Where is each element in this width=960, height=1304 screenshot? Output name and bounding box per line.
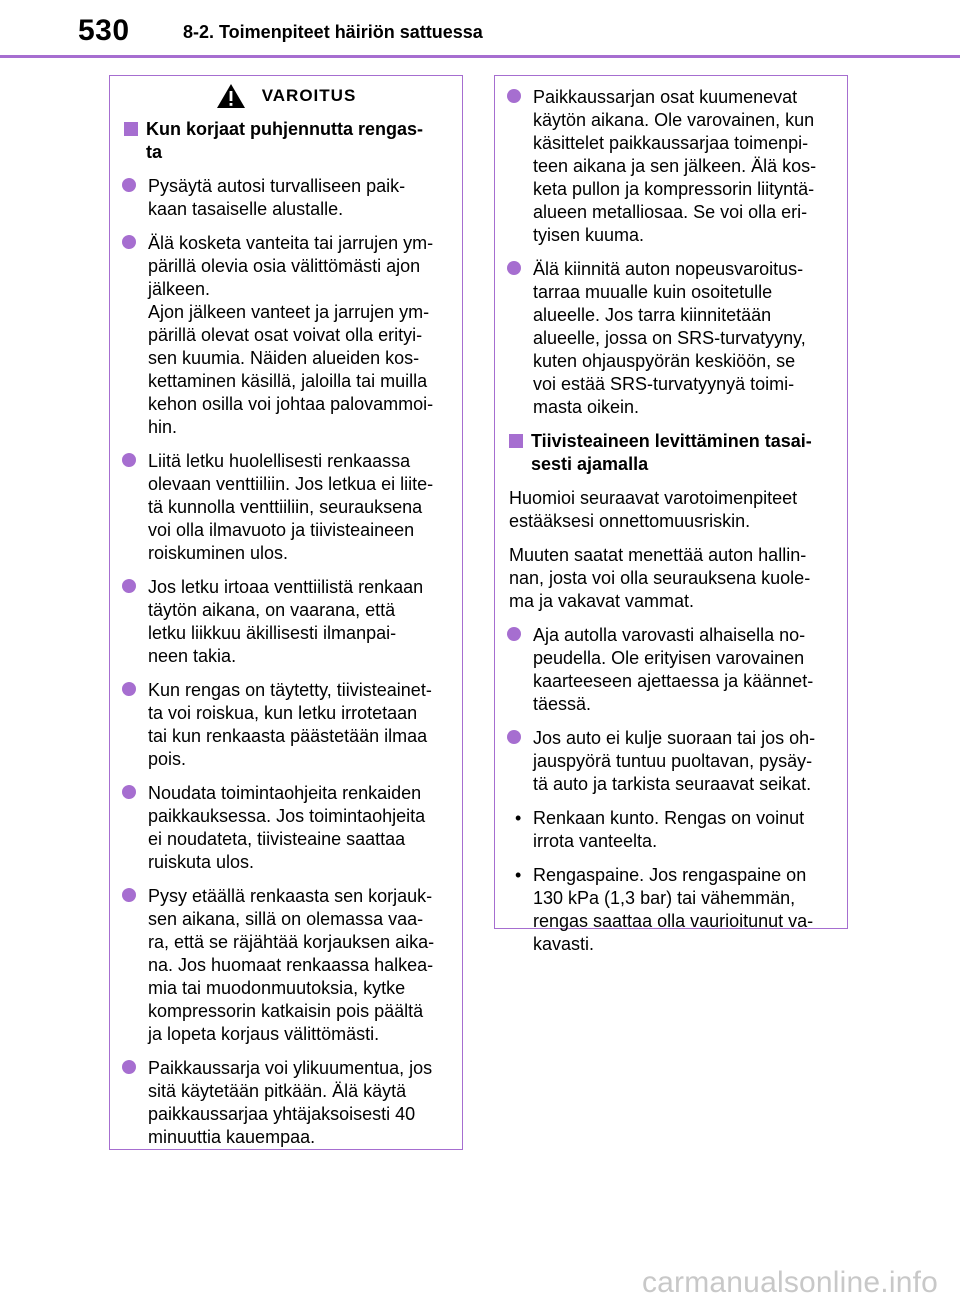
bullet-item [124, 450, 452, 565]
dash-text: Rengaspaine. Jos rengaspaine on 130 kPa (1,3 bar) tai vähemmän, rengas saattaa olla vaurioitunut va- kavasti. [533, 865, 814, 954]
bullet-item [124, 782, 452, 874]
bullet-item [124, 885, 452, 1046]
bullet-text: Pysäytä autosi turvalliseen paik- kaan tasaiselle alustalle. [148, 176, 406, 219]
square-bullet-icon [124, 122, 138, 136]
bullet-dot-icon [122, 682, 136, 696]
bullet-text: Jos letku irtoaa venttiilistä renkaan täytön aikana, on vaarana, että letku liikkuu äkillisesti ilmanpai- neen takia. [148, 577, 424, 666]
bullet-dot-icon [122, 888, 136, 902]
section-heading [509, 430, 837, 476]
bullet-dot-icon [122, 235, 136, 249]
body-paragraph: Huomioi seuraavat varotoimenpiteet estääksesi onnettomuusriskin. [509, 488, 798, 531]
dash-item [509, 807, 837, 853]
dash-bullet-icon: • [515, 865, 522, 885]
bullet-text: Paikkaussarjan osat kuumenevat käytön aikana. Ole varovainen, kun käsittelet paikkaussarjaa toimenpi- teen aikana ja sen jälkeen. Älä kos- keta pullon ja kompressorin liityntä- alueen metalliosaa. Se voi olla eri- tyisen kuuma. [533, 87, 817, 245]
bullet-text: Älä kosketa vanteita tai jarrujen ym- pärillä olevia osia välittömästi ajon jälkeen. Ajon jälkeen vanteet ja jarrujen ym- pärillä olevat osat voivat olla erityi- sen kuumia. Näiden alueiden kos- kettaminen käsillä, jaloilla tai muilla kehon osilla voi johtaa palovammoi- hin. [148, 233, 434, 437]
header-rule [0, 55, 960, 58]
heading-text: Kun korjaat puhjennutta rengas- ta [146, 119, 424, 162]
bullet-text: Jos auto ei kulje suoraan tai jos oh- jauspyörä tuntuu puoltavan, pysäy- tä auto ja tarkista seuraavat seikat. [533, 728, 816, 794]
page-number: 530 [78, 14, 130, 47]
warning-label: VAROITUS [261, 86, 357, 105]
bullet-item [509, 86, 837, 247]
bullet-text: Älä kiinnitä auton nopeusvaroitus- tarraa muualle kuin osoitetulle alueelle. Jos tarra kiinnitetään alueelle, jossa on SRS-turvatyyny, kuten ohjauspyörän keskiöön, se voi estää SRS-turvatyynyä toimi- masta oikein. [533, 259, 806, 417]
bullet-dot-icon [507, 730, 521, 744]
bullet-item [509, 727, 837, 796]
bullet-item [124, 1057, 452, 1149]
bullet-item [124, 679, 452, 771]
bullet-item [509, 258, 837, 419]
bullet-dot-icon [507, 89, 521, 103]
warning-triangle-icon [216, 83, 246, 109]
dash-text: Renkaan kunto. Rengas on voinut irrota vanteelta. [533, 808, 805, 851]
bullet-dot-icon [507, 627, 521, 641]
bullet-item [509, 624, 837, 716]
page-header [0, 0, 960, 60]
bullet-dot-icon [122, 1060, 136, 1074]
bullet-dot-icon [122, 785, 136, 799]
warning-header [110, 76, 462, 114]
section-title: 8-2. Toimenpiteet häiriön sattuessa [183, 22, 483, 42]
dash-bullet-icon: • [515, 808, 522, 828]
square-bullet-icon [509, 434, 523, 448]
body-paragraph: Muuten saatat menettää auton hallin- nan, josta voi olla seurauksena kuole- ma ja vakavat vammat. [509, 545, 811, 611]
bullet-dot-icon [122, 579, 136, 593]
warning-box-continued [494, 75, 848, 954]
dash-item [509, 864, 837, 956]
bullet-text: Aja autolla varovasti alhaisella no- peudella. Ole erityisen varovainen kaarteeseen ajettaessa ja käännet- täessä. [533, 625, 814, 714]
heading-text: Tiivisteaineen levittäminen tasai- sesti ajamalla [531, 431, 812, 474]
bullet-item [124, 175, 452, 221]
bullet-text: Noudata toimintaohjeita renkaiden paikkauksessa. Jos toimintaohjeita ei noudateta, tiivisteaine saattaa ruiskuta ulos. [148, 783, 426, 872]
watermark: carmanualsonline.info [641, 1266, 938, 1299]
bullet-dot-icon [122, 453, 136, 467]
warning-box [109, 75, 463, 1150]
bullet-dot-icon [122, 178, 136, 192]
bullet-item [124, 576, 452, 668]
bullet-text: Paikkaussarja voi ylikuumentua, jos sitä käytetään pitkään. Älä käytä paikkaussarjaa yhtäjaksoisesti 40 minuuttia kauempaa. [148, 1058, 433, 1147]
section-heading [124, 118, 452, 164]
bullet-text: Pysy etäällä renkaasta sen korjauk- sen aikana, sillä on olemassa vaa- ra, että se räjähtää korjauksen aika- na. Jos huomaat renkaassa halkea- mia tai muodonmuutoksia, kytke kompressorin katkaisin pois päältä ja lopeta korjaus välittömästi. [148, 886, 435, 1044]
bullet-dot-icon [507, 261, 521, 275]
bullet-item [124, 232, 452, 439]
bullet-text: Kun rengas on täytetty, tiivisteainet- ta voi roiskua, kun letku irrotetaan tai kun renkaasta päästetään ilmaa pois. [148, 680, 432, 769]
bullet-text: Liitä letku huolellisesti renkaassa olevaan venttiiliin. Jos letkua ei liite- tä kunnolla venttiiliin, seurauksena voi olla ilmavuoto ja tiivisteaineen roiskuminen ulos. [148, 451, 434, 563]
